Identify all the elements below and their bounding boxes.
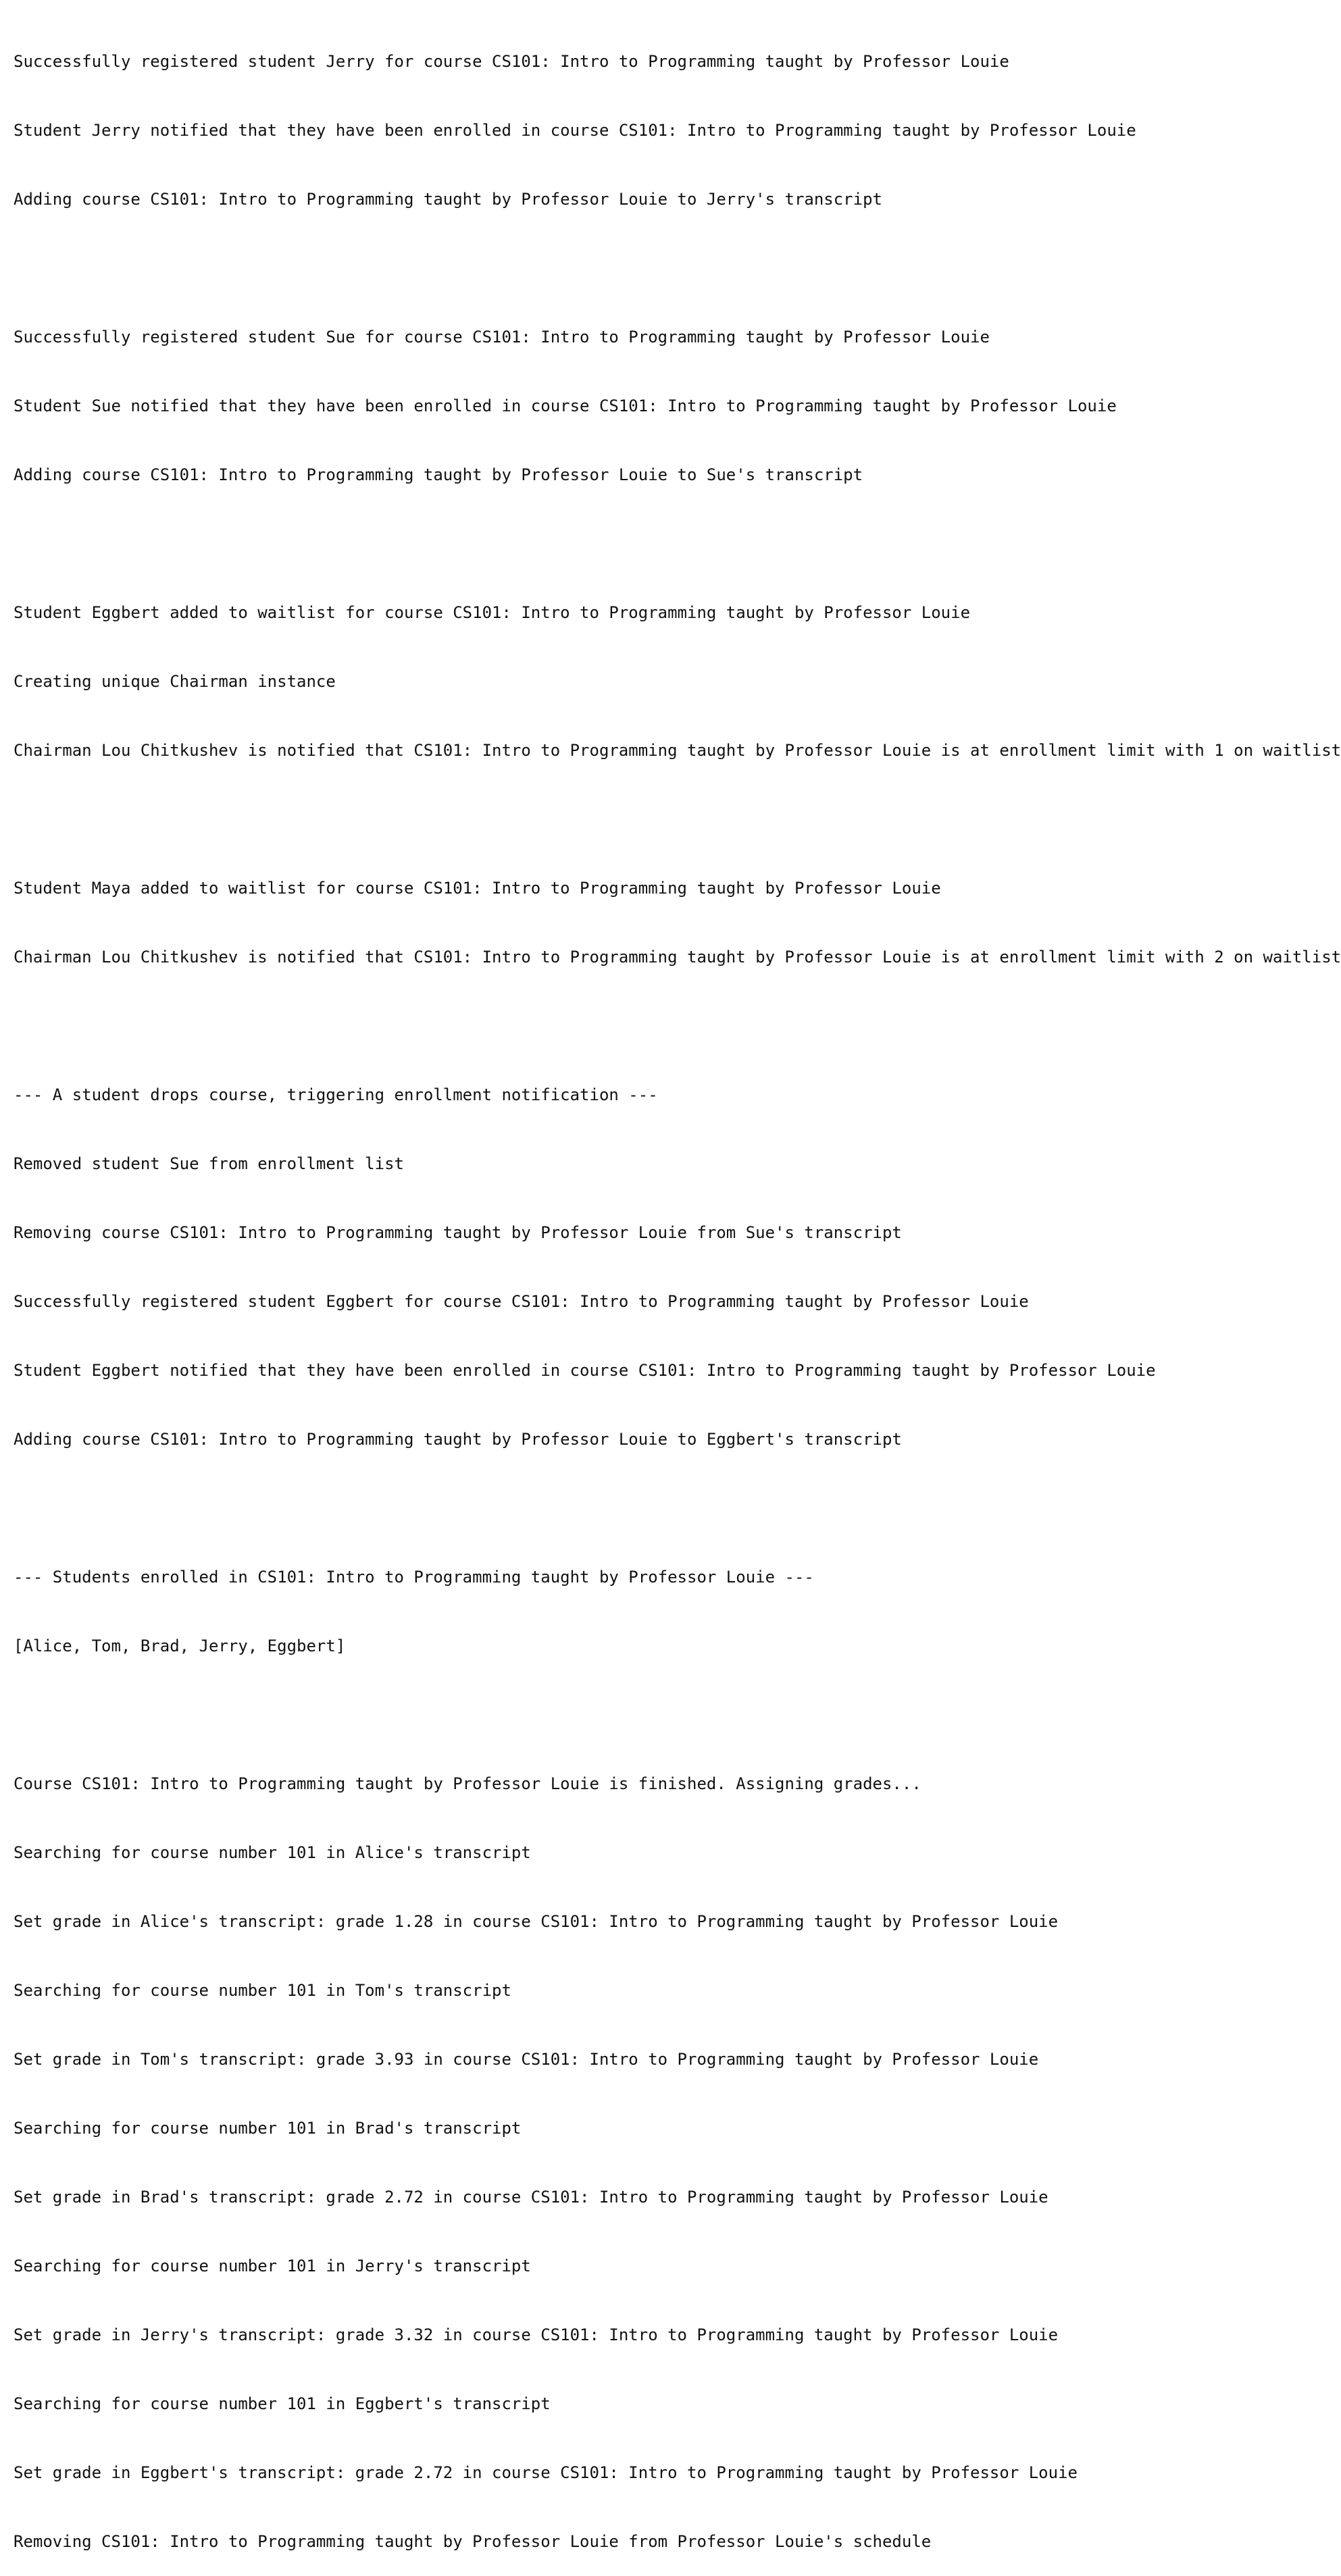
console-line: Set grade in Tom's transcript: grade 3.93 in course CS101: Intro to Programming taught by Professor Louie: [14, 2050, 1039, 2069]
console-line: Removed student Sue from enrollment list: [14, 1154, 404, 1173]
console-line: Set grade in Alice's transcript: grade 1.28 in course CS101: Intro to Programming taught by Professor Louie: [14, 1912, 1059, 1931]
console-line: Removing CS101: Intro to Programming taught by Professor Louie from Professor Louie's schedule: [14, 2532, 932, 2551]
enrolled-students-list: [Alice, Tom, Brad, Jerry, Eggbert]: [14, 1637, 346, 1655]
console-line: Course CS101: Intro to Programming taught by Professor Louie is finished. Assigning grades...: [14, 1774, 921, 1793]
console-line: Student Jerry notified that they have been enrolled in course CS101: Intro to Programming taught by Professor Louie: [14, 121, 1136, 140]
console-blank-line: [14, 1497, 1230, 1520]
console-line: Student Sue notified that they have been enrolled in course CS101: Intro to Programming taught by Professor Louie: [14, 396, 1117, 415]
console-line: Searching for course number 101 in Eggbert's transcript: [14, 2394, 551, 2413]
console-line: Chairman Lou Chitkushev is notified that CS101: Intro to Programming taught by Professor Louie is at enrollment limit with 2 on waitlist: [14, 948, 1341, 967]
console-line: Set grade in Eggbert's transcript: grade 2.72 in course CS101: Intro to Programming taught by Professor Louie: [14, 2463, 1078, 2482]
console-line: Set grade in Brad's transcript: grade 2.72 in course CS101: Intro to Programming taught by Professor Louie: [14, 2188, 1048, 2207]
console-line: Searching for course number 101 in Brad's transcript: [14, 2119, 522, 2138]
console-section-header: --- A student drops course, triggering enrollment notification ---: [14, 1085, 658, 1104]
console-line: Searching for course number 101 in Alice's transcript: [14, 1843, 531, 1862]
console-line: Searching for course number 101 in Jerry's transcript: [14, 2257, 531, 2275]
console-blank-line: [14, 808, 1230, 831]
console-section-header: --- Students enrolled in CS101: Intro to Programming taught by Professor Louie ---: [14, 1568, 814, 1587]
console-line: Searching for course number 101 in Tom's transcript: [14, 1981, 511, 2000]
console-line: Successfully registered student Sue for course CS101: Intro to Programming taught by Professor Louie: [14, 328, 990, 346]
console-blank-line: [14, 257, 1230, 280]
console-line: Adding course CS101: Intro to Programming taught by Professor Louie to Sue's transcript: [14, 465, 863, 484]
console-line: Chairman Lou Chitkushev is notified that CS101: Intro to Programming taught by Professor Louie is at enrollment limit with 1 on waitlist: [14, 741, 1341, 760]
console-line: Set grade in Jerry's transcript: grade 3.32 in course CS101: Intro to Programming taught by Professor Louie: [14, 2325, 1059, 2344]
console-blank-line: [14, 532, 1230, 555]
console-blank-line: [14, 1014, 1230, 1037]
console-line: Adding course CS101: Intro to Programming taught by Professor Louie to Jerry's transcript: [14, 190, 882, 209]
console-line: Creating unique Chairman instance: [14, 672, 336, 691]
console-blank-line: [14, 1703, 1230, 1726]
console-line: Student Maya added to waitlist for course CS101: Intro to Programming taught by Professor Louie: [14, 879, 941, 898]
console-line: Successfully registered student Jerry for course CS101: Intro to Programming taught by Professor Louie: [14, 52, 1009, 71]
console-output: [14, 4, 1341, 2576]
console-line: Student Eggbert added to waitlist for course CS101: Intro to Programming taught by Professor Louie: [14, 603, 971, 622]
console-line: Adding course CS101: Intro to Programming taught by Professor Louie to Eggbert's transcript: [14, 1430, 902, 1449]
console-line: Removing course CS101: Intro to Programming taught by Professor Louie from Sue's transcript: [14, 1223, 902, 1242]
console-line: Successfully registered student Eggbert for course CS101: Intro to Programming taught by Professor Louie: [14, 1292, 1029, 1311]
console-line: Student Eggbert notified that they have been enrolled in course CS101: Intro to Programming taught by Professor Louie: [14, 1361, 1156, 1380]
